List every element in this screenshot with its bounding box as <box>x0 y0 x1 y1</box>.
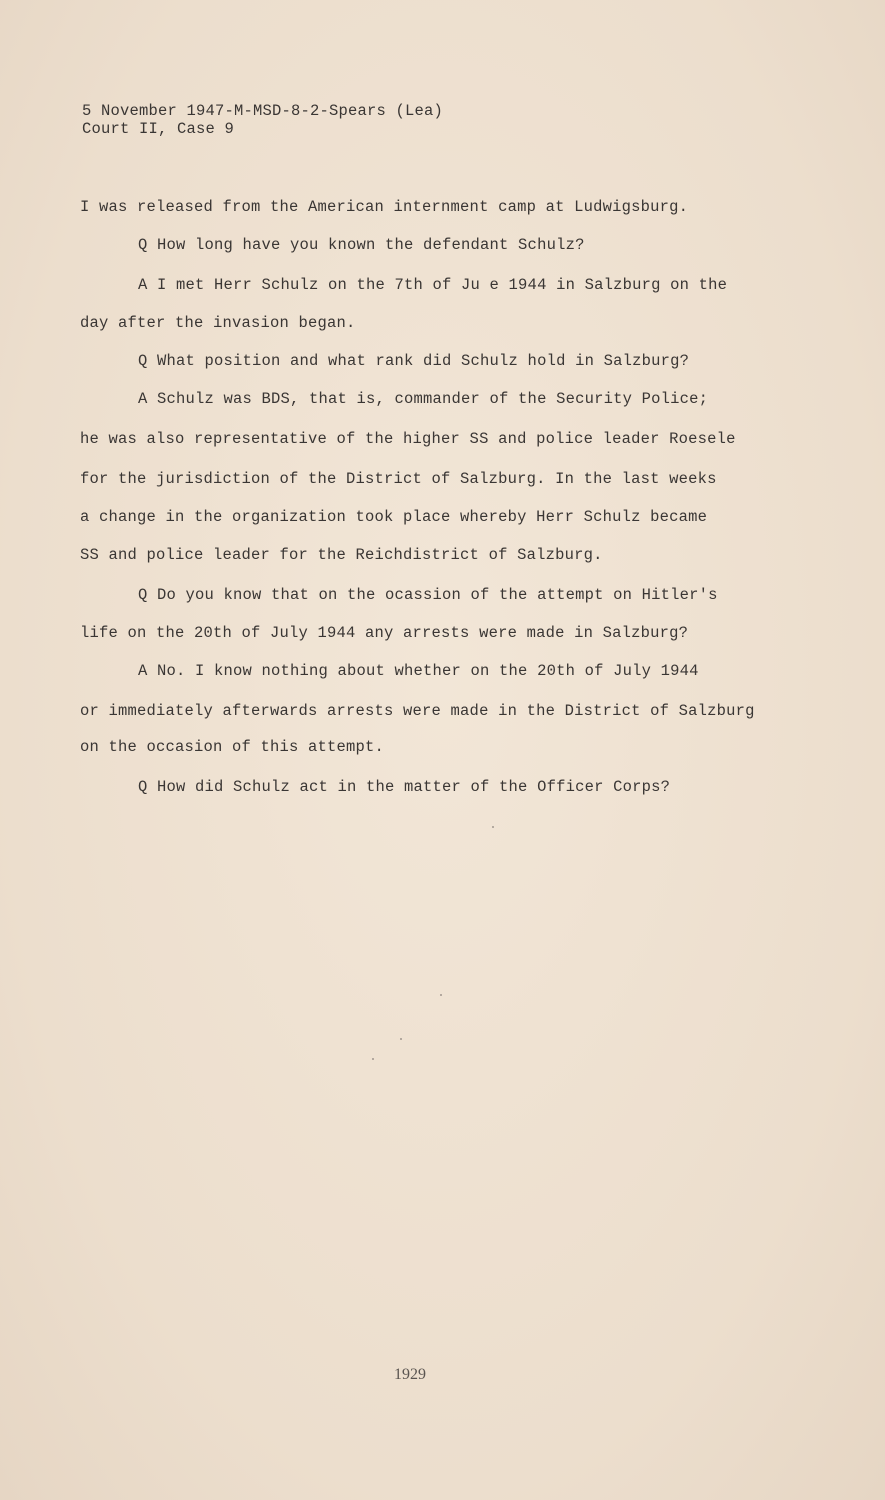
answer-line: A Schulz was BDS, that is, commander of the Security Police; <box>138 390 709 408</box>
header-date-line: 5 November 1947-M-MSD-8-2-Spears (Lea) <box>82 102 444 120</box>
testimony-line: day after the invasion began. <box>80 314 356 332</box>
answer-line: A I met Herr Schulz on the 7th of Ju e 1944 in Salzburg on the <box>138 276 728 294</box>
testimony-line: life on the 20th of July 1944 any arrests were made in Salzburg? <box>80 624 689 642</box>
paper-speck <box>492 826 494 828</box>
testimony-line: SS and police leader for the Reichdistrict of Salzburg. <box>80 546 603 564</box>
question-line: Q How long have you known the defendant Schulz? <box>138 236 585 254</box>
page-number: 1929 <box>394 1366 426 1383</box>
paper-speck <box>440 994 442 996</box>
testimony-line: he was also representative of the higher SS and police leader Roesele <box>80 430 736 448</box>
testimony-line: or immediately afterwards arrests were made in the District of Salzburg <box>80 702 755 720</box>
testimony-line: a change in the organization took place whereby Herr Schulz became <box>80 508 708 526</box>
header-court-line: Court II, Case 9 <box>82 120 235 138</box>
answer-line: A No. I know nothing about whether on the 20th of July 1944 <box>138 662 699 680</box>
testimony-line: I was released from the American internment camp at Ludwigsburg. <box>80 198 689 216</box>
paper-speck <box>400 1038 402 1040</box>
question-line: Q How did Schulz act in the matter of the Officer Corps? <box>138 778 671 796</box>
testimony-line: on the occasion of this attempt. <box>80 738 385 756</box>
question-line: Q What position and what rank did Schulz hold in Salzburg? <box>138 352 690 370</box>
question-line: Q Do you know that on the ocassion of the attempt on Hitler's <box>138 586 718 604</box>
testimony-line: for the jurisdiction of the District of Salzburg. In the last weeks <box>80 470 717 488</box>
paper-speck <box>372 1058 374 1060</box>
